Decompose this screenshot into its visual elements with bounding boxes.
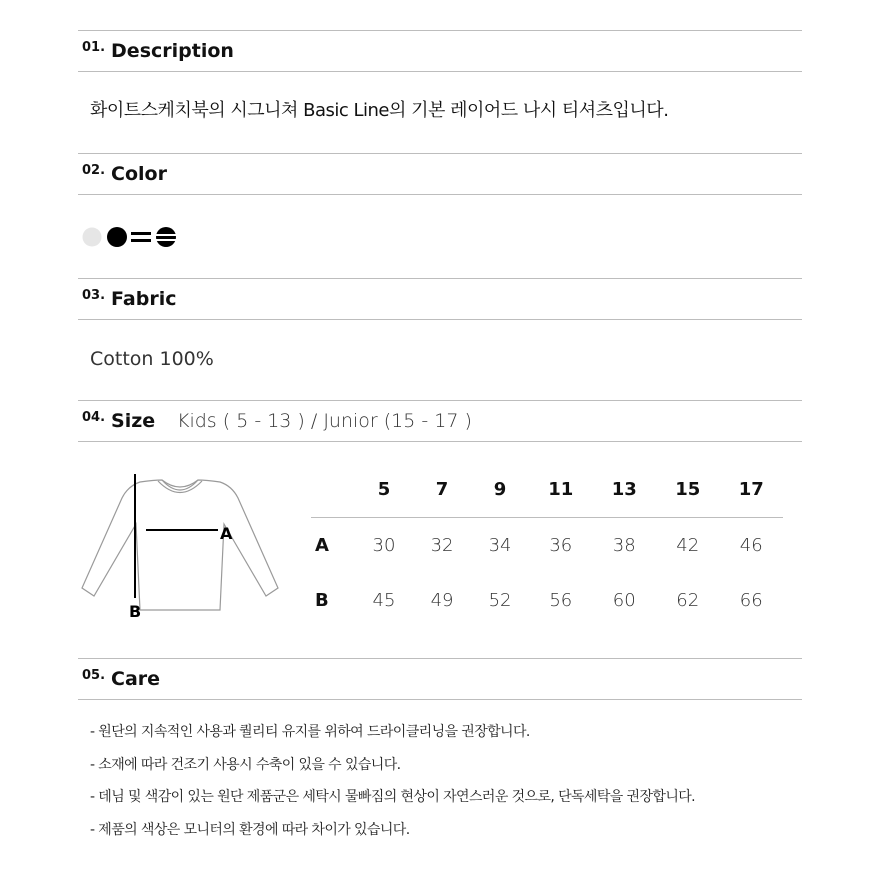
- section-number: 04.: [82, 409, 106, 425]
- size-value: 36: [549, 535, 573, 556]
- size-value: 52: [488, 590, 512, 611]
- table-row: [311, 518, 783, 574]
- section-title: Care: [111, 668, 161, 690]
- fabric-heading: [82, 279, 176, 319]
- color-swatch-black[interactable]: [107, 227, 127, 247]
- section-number: 01.: [82, 39, 106, 55]
- size-header: 9: [471, 462, 529, 518]
- color-heading: [82, 154, 167, 194]
- size-value: 66: [739, 590, 763, 611]
- fabric-text: Cotton 100%: [90, 348, 214, 370]
- section-number: 02.: [82, 162, 106, 178]
- diagram-label-a: A: [220, 524, 233, 543]
- color-swatches: [82, 226, 182, 248]
- list-item: - 소재에 따라 건조기 사용시 수축이 있을 수 있습니다.: [90, 756, 401, 773]
- size-heading: [82, 401, 155, 441]
- size-header: 15: [656, 462, 719, 518]
- description-text: 화이트스케치북의 시그니쳐 Basic Line의 기본 레이어드 나시 티셔츠입니다.: [90, 100, 669, 121]
- list-item: - 원단의 지속적인 사용과 퀄리티 유지를 위하여 드라이클리닝을 권장합니다.: [90, 724, 530, 740]
- section-number: 03.: [82, 287, 106, 303]
- size-value: 62: [676, 590, 700, 611]
- size-table: [311, 462, 783, 628]
- size-header: 11: [529, 462, 592, 518]
- size-header: 13: [593, 462, 656, 518]
- size-value: 60: [612, 590, 636, 611]
- section-title: Fabric: [111, 288, 177, 310]
- garment-diagram: [80, 470, 290, 625]
- size-value: 34: [488, 535, 512, 556]
- size-value: 49: [430, 590, 454, 611]
- size-header-row: [311, 462, 783, 518]
- color-swatch-striped-circle[interactable]: [155, 227, 177, 247]
- divider: [78, 71, 802, 72]
- row-label: A: [315, 535, 329, 556]
- table-row: [311, 573, 783, 628]
- color-swatch-light-gray[interactable]: [83, 228, 102, 247]
- size-value: 32: [430, 535, 454, 556]
- size-value: 45: [372, 590, 396, 611]
- care-list: [90, 716, 695, 846]
- divider: [78, 658, 802, 659]
- size-value: 30: [372, 535, 396, 556]
- divider: [78, 319, 802, 320]
- section-title: Color: [111, 163, 167, 185]
- long-sleeve-tee-icon: [82, 480, 278, 610]
- size-header: 7: [413, 462, 471, 518]
- divider: [78, 441, 802, 442]
- care-heading: [82, 659, 160, 699]
- section-title: Size: [111, 410, 156, 432]
- list-item: - 제품의 색상은 모니터의 환경에 따라 차이가 있습니다.: [90, 821, 410, 838]
- size-value: 56: [549, 590, 573, 611]
- divider: [78, 278, 802, 279]
- size-value: 38: [612, 535, 636, 556]
- size-range: Kids ( 5 - 13 ) / Junior (15 - 17 ): [177, 410, 472, 432]
- diagram-label-b: B: [129, 602, 142, 621]
- size-header: 17: [719, 462, 783, 518]
- size-header: 5: [355, 462, 413, 518]
- section-number: 05.: [82, 667, 106, 683]
- divider: [78, 153, 802, 154]
- section-title: Description: [111, 40, 234, 62]
- color-swatch-stripe[interactable]: [131, 232, 151, 242]
- divider: [78, 194, 802, 195]
- description-heading: [82, 31, 234, 71]
- row-label: B: [315, 590, 329, 611]
- divider: [78, 400, 802, 401]
- list-item: - 데님 및 색감이 있는 원단 제품군은 세탁시 물빠짐의 현상이 자연스러운 것으로, 단독세탁을 권장합니다.: [90, 789, 696, 805]
- header-corner: [311, 462, 355, 518]
- size-value: 42: [676, 535, 700, 556]
- size-value: 46: [739, 535, 763, 556]
- divider: [78, 699, 802, 700]
